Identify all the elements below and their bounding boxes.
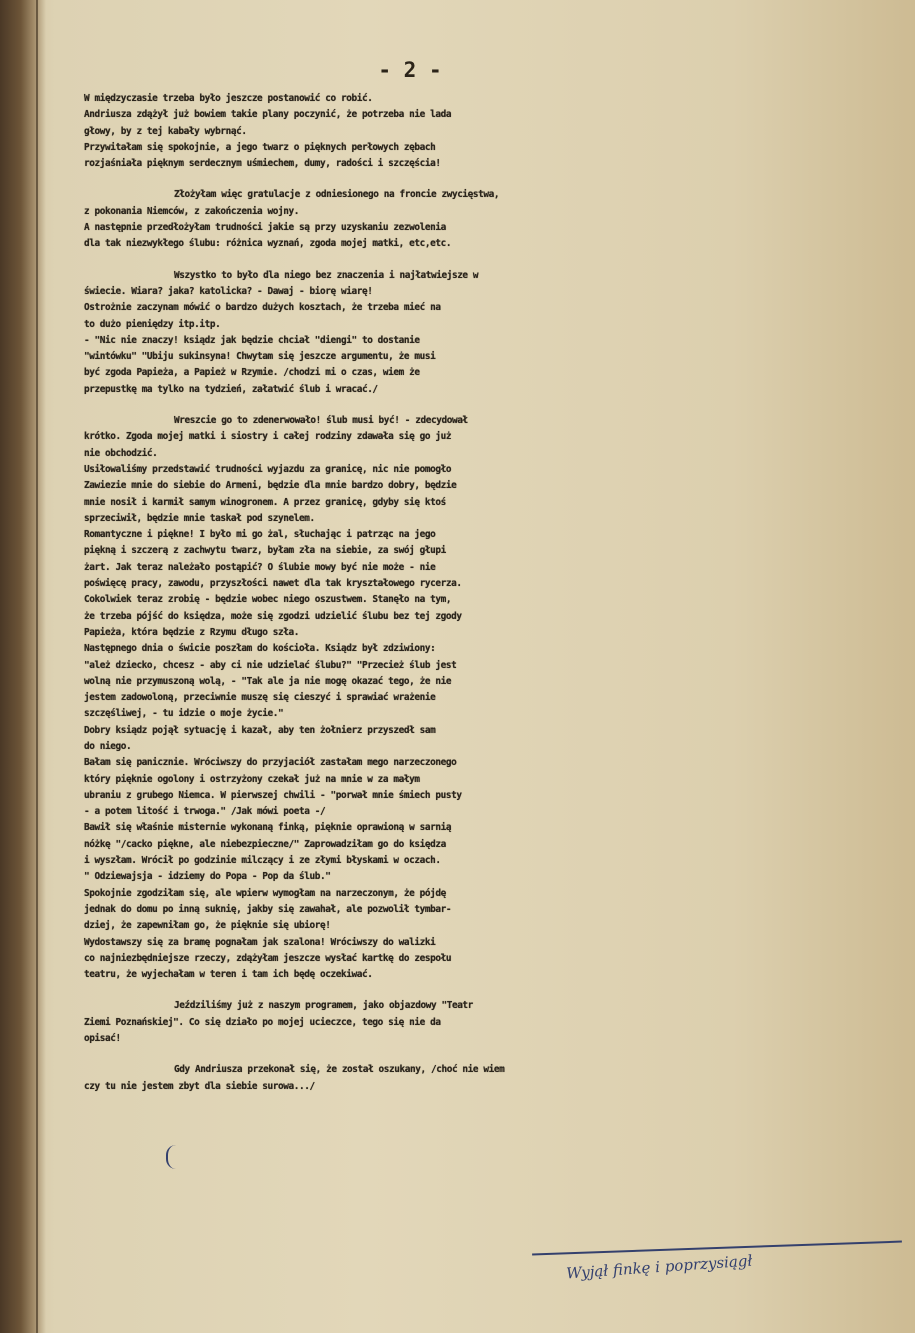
text-line: Złożyłam więc gratulacje z odniesionego na froncie zwycięstwa,: [174, 189, 500, 201]
text-line: Wreszcie go to zdenerwowało! ślub musi być! - zdecydował: [174, 415, 468, 427]
typed-text-body: [84, 91, 914, 1095]
text-line: Jeździliśmy już z naszym programem, jako objazdowy "Teatr: [174, 1000, 473, 1012]
text-line: - a potem litość i trwoga." /Jak mówi poeta -/: [84, 806, 326, 818]
text-line: Wszystko to było dla niego bez znaczenia i najłatwiejsze w: [174, 269, 479, 281]
text-line: - "Nic nie znaczy! ksiądz jak będzie chciał "diengi" to dostanie: [84, 334, 420, 346]
text-line: "wintówku" "Ubiju sukinsyna! Chwytam się jeszcze argumentu, że musi: [84, 351, 436, 363]
text-line: czy tu nie jestem zbyt dla siebie surowa.../: [84, 1080, 315, 1092]
text-line: teatru, że wyjechałam w teren i tam ich będę oczekiwać.: [84, 969, 373, 981]
text-line: Przywitałam się spokojnie, a jego twarz o pięknych perłowych zębach: [84, 141, 436, 153]
text-line: piękną i szczerą z zachwytu twarz, byłam zła na siebie, za swój głupi: [84, 545, 446, 557]
text-line: Dobry ksiądz pojął sytuację i kazał, aby ten żołnierz przyszedł sam: [84, 724, 436, 736]
text-line: rozjaśniała pięknym serdecznym uśmiechem, dumy, radości i szczęścia!: [84, 158, 441, 170]
text-line: świecie. Wiara? jaka? katolicka? - Dawaj - biorę wiarę!: [84, 285, 373, 297]
text-line: przepustkę ma tylko na tydzień, załatwić ślub i wracać./: [84, 383, 378, 395]
text-line: mnie nosił i karmił samym winogronem. A przez granicę, gdyby się ktoś: [84, 496, 446, 508]
text-line: Ziemi Poznańskiej". Co się działo po mojej ucieczce, tego się nie da: [84, 1016, 441, 1028]
text-line: dziej, że zapewniłam go, że pięknie się ubiorę!: [84, 920, 331, 932]
text-line: " Odziewajsja - idziemy do Popa - Pop da ślub.": [84, 871, 331, 883]
text-line: być zgoda Papieża, a Papież w Rzymie. /chodzi mi o czas, wiem że: [84, 367, 420, 379]
text-line: Następnego dnia o świcie poszłam do kościoła. Ksiądz był zdziwiony:: [84, 643, 436, 655]
text-line: nie obchodzić.: [84, 447, 158, 459]
text-line: że trzeba pójść do księdza, może się zgodzi udzielić ślubu bez tej zgody: [84, 610, 462, 622]
text-line: dla tak niezwykłego ślubu: różnica wyznań, zgoda mojej matki, etc,etc.: [84, 238, 452, 250]
text-line: "ależ dziecko, chcesz - aby ci nie udzielać ślubu?" "Przecież ślub jest: [84, 659, 457, 671]
text-line: który pięknie ogolony i ostrzyżony czekał już na mnie w za małym: [84, 773, 420, 785]
text-line: Romantyczne i piękne! I było mi go żal, słuchając i patrząc na jego: [84, 529, 436, 541]
text-line: Gdy Andriusza przekonał się, że został oszukany, /choć nie wiem: [174, 1064, 505, 1076]
text-line: Ostrożnie zaczynam mówić o bardzo dużych kosztach, że trzeba mieć na: [84, 302, 441, 314]
text-line: szczęśliwej, - tu idzie o moje życie.": [84, 708, 284, 720]
text-line: ubraniu z grubego Niemca. W pierwszej chwili - "porwał mnie śmiech pusty: [84, 789, 462, 801]
text-line: jestem zadowoloną, przeciwnie muszę się cieszyć i sprawiać wrażenie: [84, 692, 436, 704]
text-line: z pokonania Niemców, z zakończenia wojny.: [84, 205, 300, 217]
text-line: sprzeciwił, będzie mnie taskał pod szynelem.: [84, 512, 315, 524]
text-line: to dużo pieniędzy itp.itp.: [84, 318, 221, 330]
text-line: W międzyczasie trzeba było jeszcze postanowić co robić.: [84, 93, 373, 104]
text-line: Bawił się właśnie misternie wykonaną finką, pięknie oprawioną w sarnią: [84, 822, 452, 834]
page-number: - 2 -: [378, 58, 442, 82]
text-line: Cokolwiek teraz zrobię - będzie wobec niego oszustwem. Stanęło na tym,: [84, 594, 452, 606]
text-line: i wyszłam. Wrócił po godzinie milczący i ze złymi błyskami w oczach.: [84, 855, 441, 867]
text-line: jednak do domu po inną suknię, jakby się zawahał, ale pozwolił tymbar-: [84, 903, 452, 915]
text-line: A następnie przedłożyłam trudności jakie są przy uzyskaniu zezwolenia: [84, 222, 446, 234]
text-line: głowy, by z tej kabały wybrnąć.: [84, 125, 247, 137]
text-line: Usiłowaliśmy przedstawić trudności wyjazdu za granicę, nic nie pomogło: [84, 463, 452, 475]
handwritten-note: Wyjął finkę i poprzysiągł: [565, 1251, 753, 1283]
text-line: Wydostawszy się za bramę pognałam jak szalona! Wróciwszy do walizki: [84, 936, 436, 948]
page-binding: [0, 0, 46, 1333]
handwritten-bracket-mark: [166, 1145, 182, 1169]
text-line: Zawiezie mnie do siebie do Armeni, będzie dla mnie bardzo dobry, będzie: [84, 480, 457, 492]
text-line: krótko. Zgoda mojej matki i siostry i całej rodziny zdawała się go już: [84, 431, 452, 443]
text-line: Andriusza zdążył już bowiem takie plany poczynić, że potrzeba nie lada: [84, 109, 452, 121]
text-line: Papieża, która będzie z Rzymu długo szła.: [84, 626, 300, 638]
text-line: co najniezbędniejsze rzeczy, zdążyłam jeszcze wysłać kartkę do zespołu: [84, 952, 452, 964]
text-line: żart. Jak teraz należało postąpić? O ślubie mowy być nie może - nie: [84, 561, 436, 573]
text-line: Bałam się panicznie. Wróciwszy do przyjaciół zastałam mego narzeczonego: [84, 757, 457, 769]
text-line: opisać!: [84, 1033, 121, 1045]
text-line: do niego.: [84, 740, 132, 752]
text-line: nóżkę "/cacko piękne, ale niebezpieczne/" Zaprowadziłam go do księdza: [84, 838, 446, 850]
text-line: Spokojnie zgodziłam się, ale wpierw wymogłam na narzeczonym, że pójdę: [84, 887, 446, 899]
text-line: wolną nie przymuszoną wolą, - "Tak ale ja nie mogę okazać tego, że nie: [84, 675, 452, 687]
text-line: poświęcę pracy, zawodu, przyszłości nawet dla tak kryształowego rycerza.: [84, 578, 462, 590]
